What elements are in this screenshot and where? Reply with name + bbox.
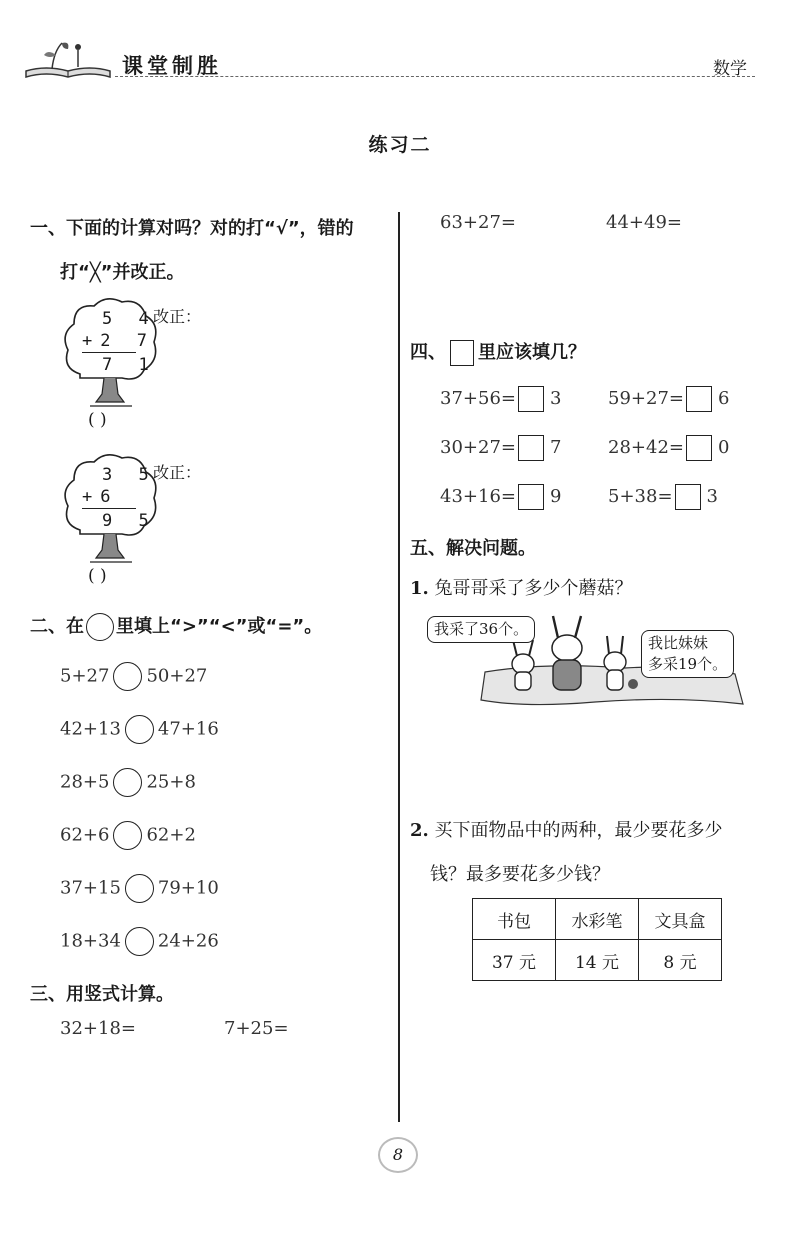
fill-row-1a bbox=[440, 386, 561, 412]
column-divider bbox=[398, 212, 400, 1122]
compare-row-3 bbox=[60, 768, 196, 797]
section2-heading bbox=[30, 612, 322, 641]
fill-box-input[interactable] bbox=[675, 484, 701, 510]
table-cell: 8 元 bbox=[639, 940, 722, 981]
rabbits-illustration bbox=[425, 612, 755, 712]
tree2-answer-paren[interactable]: ( ) bbox=[88, 566, 107, 586]
section3-heading: 三、用竖式计算。 bbox=[30, 984, 174, 1005]
header-title: 课堂制胜 bbox=[122, 54, 222, 78]
fill-expr: 30+27= bbox=[440, 437, 516, 458]
bubble-right-line2: 多采19个。 bbox=[648, 655, 728, 673]
section4-heading-pre: 四、 bbox=[410, 342, 446, 363]
tree2-rule bbox=[82, 508, 136, 509]
fill-box-input[interactable] bbox=[518, 435, 544, 461]
vertical-calc-3: 63+27= bbox=[440, 212, 516, 233]
compare-left: 28+5 bbox=[60, 771, 110, 793]
fill-row-2b bbox=[608, 435, 729, 461]
fill-tail: 3 bbox=[549, 388, 562, 409]
q2-line2: 钱？最多要花多少钱？ bbox=[430, 864, 610, 885]
fill-row-2a bbox=[440, 435, 561, 461]
compare-row-4 bbox=[60, 821, 196, 850]
compare-circle-input[interactable] bbox=[125, 927, 154, 956]
header-subject: 数学 bbox=[713, 59, 747, 79]
section1-heading-line2: 打“╳”并改正。 bbox=[60, 262, 185, 283]
fill-row-3b bbox=[608, 484, 718, 510]
fill-tail: 9 bbox=[549, 486, 562, 507]
fill-expr: 43+16= bbox=[440, 486, 516, 507]
section1-heading-line1: 一、下面的计算对吗？对的打“√”，错的 bbox=[30, 218, 354, 239]
compare-row-5 bbox=[60, 874, 219, 903]
tree2-middle: +6 bbox=[82, 487, 119, 507]
fill-expr: 59+27= bbox=[608, 388, 684, 409]
fill-tail: 3 bbox=[706, 486, 718, 507]
q2-number: 2. bbox=[410, 820, 429, 841]
compare-row-1 bbox=[60, 662, 207, 691]
fill-box-input[interactable] bbox=[686, 435, 712, 461]
compare-left: 42+13 bbox=[60, 718, 121, 740]
table-cell: 37 元 bbox=[473, 940, 556, 981]
tree1-correct-label: 改正： bbox=[153, 307, 202, 326]
compare-left: 37+15 bbox=[60, 877, 121, 899]
tree1-rule bbox=[82, 352, 136, 353]
question-2 bbox=[410, 816, 790, 842]
fill-expr: 5+38= bbox=[608, 486, 673, 507]
tree1-middle: +2 7 bbox=[82, 331, 155, 351]
fill-row-1b bbox=[608, 386, 729, 412]
section5-heading: 五、解决问题。 bbox=[410, 538, 536, 559]
table-header-cell: 书包 bbox=[473, 899, 556, 940]
page-number: 8 bbox=[378, 1137, 418, 1173]
book-plant-icon bbox=[22, 35, 114, 79]
section2-heading-post: 里填上“>”“<”或“=”。 bbox=[116, 616, 323, 637]
table-row bbox=[473, 940, 722, 981]
bubble-right-line1: 我比妹妹 bbox=[648, 634, 709, 652]
compare-row-6 bbox=[60, 927, 219, 956]
compare-right: 24+26 bbox=[157, 930, 219, 952]
bubble-left: 我采了36个。 bbox=[427, 616, 535, 643]
compare-left: 5+27 bbox=[60, 665, 110, 687]
compare-circle-input[interactable] bbox=[113, 821, 142, 850]
tree2-result: 9 5 bbox=[102, 511, 157, 531]
section4-heading bbox=[410, 338, 586, 366]
compare-right: 50+27 bbox=[146, 665, 208, 687]
fill-expr: 37+56= bbox=[440, 388, 516, 409]
circle-icon bbox=[86, 613, 114, 641]
fill-row-3a bbox=[440, 484, 561, 510]
vertical-calc-1: 32+18= bbox=[60, 1018, 136, 1039]
compare-circle-input[interactable] bbox=[125, 715, 154, 744]
compare-circle-input[interactable] bbox=[125, 874, 154, 903]
section4-heading-post: 里应该填几？ bbox=[478, 342, 586, 363]
table-header-cell: 水彩笔 bbox=[556, 899, 639, 940]
fill-box-input[interactable] bbox=[518, 484, 544, 510]
table-cell: 14 元 bbox=[556, 940, 639, 981]
compare-circle-input[interactable] bbox=[113, 768, 142, 797]
header-logo bbox=[22, 35, 114, 79]
tree2-correct-label: 改正： bbox=[153, 463, 202, 482]
q2-line1: 买下面物品中的两种，最少要花多少 bbox=[434, 820, 723, 841]
compare-right: 79+10 bbox=[157, 877, 219, 899]
page-title: 练习二 bbox=[368, 134, 432, 156]
vertical-calc-4: 44+49= bbox=[606, 212, 682, 233]
fill-expr: 28+42= bbox=[608, 437, 684, 458]
header-rule bbox=[115, 76, 755, 77]
tree1-answer-paren[interactable]: ( ) bbox=[88, 410, 107, 430]
table-header-cell: 文具盒 bbox=[639, 899, 722, 940]
compare-circle-input[interactable] bbox=[113, 662, 142, 691]
fill-tail: 6 bbox=[717, 388, 730, 409]
compare-right: 47+16 bbox=[157, 718, 219, 740]
compare-left: 18+34 bbox=[60, 930, 121, 952]
q1-text: 兔哥哥采了多少个蘑菇？ bbox=[434, 578, 633, 599]
bubble-right bbox=[641, 630, 734, 678]
price-table bbox=[472, 898, 722, 981]
compare-right: 25+8 bbox=[146, 771, 196, 793]
question-1 bbox=[410, 574, 633, 600]
vertical-calc-2: 7+25= bbox=[224, 1018, 289, 1039]
compare-left: 62+6 bbox=[60, 824, 110, 846]
fill-box-input[interactable] bbox=[686, 386, 712, 412]
fill-tail: 0 bbox=[717, 437, 730, 458]
fill-box-input[interactable] bbox=[518, 386, 544, 412]
tree1-result: 7 1 bbox=[102, 355, 157, 375]
fill-tail: 7 bbox=[549, 437, 562, 458]
tree2-top: 3 5 bbox=[102, 465, 157, 485]
compare-row-2 bbox=[60, 715, 219, 744]
tree1-top: 5 4 bbox=[102, 309, 157, 329]
compare-right: 62+2 bbox=[146, 824, 196, 846]
q1-number: 1. bbox=[410, 578, 429, 599]
section2-heading-pre: 二、在 bbox=[30, 616, 84, 637]
box-icon bbox=[450, 340, 474, 366]
table-row bbox=[473, 899, 722, 940]
